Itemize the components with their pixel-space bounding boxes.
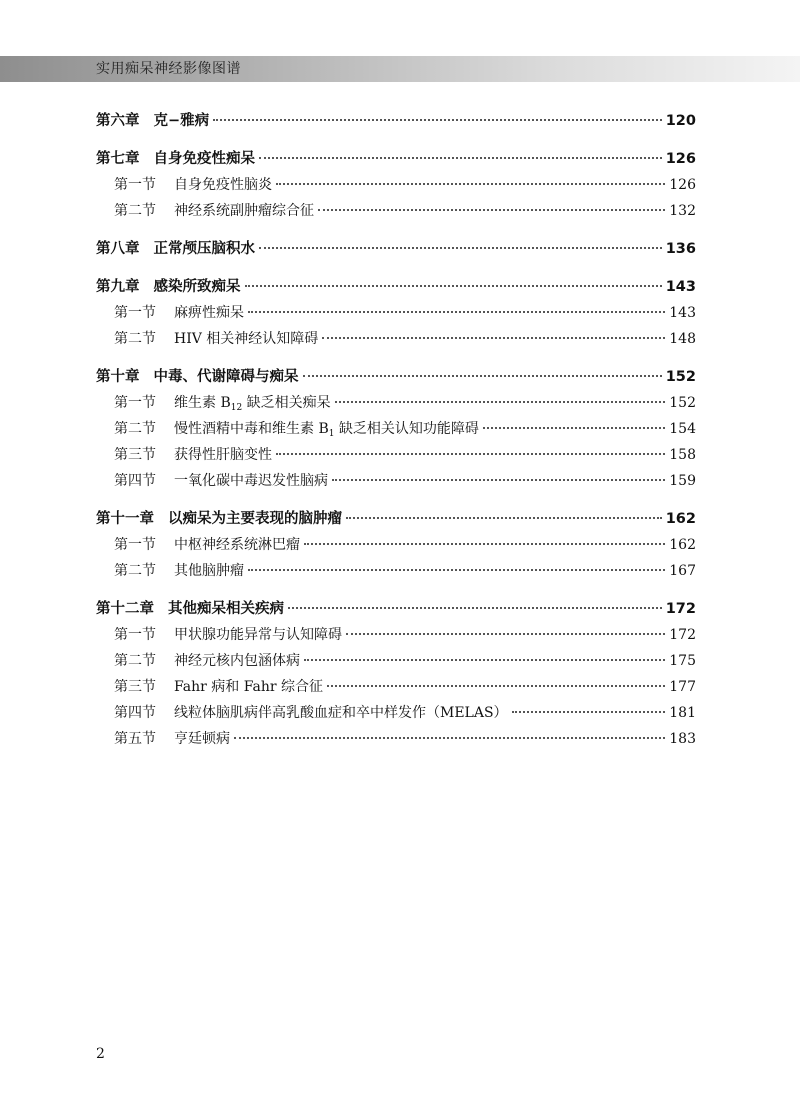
section-row[interactable] <box>96 442 696 468</box>
section-number: 第二节 <box>114 203 156 219</box>
section-title: 自身免疫性脑炎 <box>174 177 272 193</box>
dot-leader <box>318 208 665 211</box>
chapter-row[interactable] <box>96 236 696 262</box>
page-number: 154 <box>669 421 696 437</box>
section-row[interactable] <box>96 172 696 198</box>
dot-leader <box>248 568 665 571</box>
section-title: 线粒体脑肌病伴高乳酸血症和卒中样发作（MELAS） <box>174 705 508 721</box>
book-title: 实用痴呆神经影像图谱 <box>96 61 241 77</box>
chapter-row[interactable] <box>96 596 696 622</box>
section-number: 第四节 <box>114 473 156 489</box>
dot-leader <box>234 736 665 739</box>
dot-leader <box>335 400 666 403</box>
chapter-title: 以痴呆为主要表现的脑肿瘤 <box>168 511 342 527</box>
section-title: Fahr 病和 Fahr 综合征 <box>174 679 323 695</box>
page-footer-number: 2 <box>96 1046 105 1062</box>
page-number: 143 <box>669 305 696 321</box>
chapter-row[interactable] <box>96 364 696 390</box>
page-number: 152 <box>665 369 696 385</box>
dot-leader <box>303 374 662 377</box>
section-title: 亨廷顿病 <box>174 731 230 747</box>
toc-chapter <box>96 274 696 352</box>
chapter-title: 克−雅病 <box>153 113 210 129</box>
section-title-text: 缺乏相关痴呆 <box>242 395 331 411</box>
section-row[interactable] <box>96 468 696 494</box>
chapter-number: 第十一章 <box>96 511 154 527</box>
section-row[interactable] <box>96 416 696 442</box>
toc-chapter <box>96 236 696 262</box>
dot-leader <box>259 246 662 249</box>
section-number: 第一节 <box>114 537 156 553</box>
section-row[interactable] <box>96 674 696 700</box>
section-number: 第二节 <box>114 653 156 669</box>
section-number: 第二节 <box>114 421 156 437</box>
section-row[interactable] <box>96 648 696 674</box>
page-number: 162 <box>669 537 696 553</box>
chapter-row[interactable] <box>96 274 696 300</box>
section-title-text: 缺乏相关认知功能障碍 <box>334 421 479 437</box>
dot-leader <box>276 452 665 455</box>
page-number: 159 <box>669 473 696 489</box>
page-number: 148 <box>669 331 696 347</box>
section-row[interactable] <box>96 390 696 416</box>
section-number: 第二节 <box>114 563 156 579</box>
chapter-number: 第六章 <box>96 113 140 129</box>
section-number: 第四节 <box>114 705 156 721</box>
section-title-text: 慢性酒精中毒和维生素 B <box>174 421 329 437</box>
section-title-text: 维生素 B <box>174 395 231 411</box>
dot-leader <box>332 478 665 481</box>
section-number: 第一节 <box>114 305 156 321</box>
dot-leader <box>288 606 662 609</box>
page-number: 158 <box>669 447 696 463</box>
page-number: 132 <box>669 203 696 219</box>
page-number: 183 <box>669 731 696 747</box>
section-row[interactable] <box>96 532 696 558</box>
section-row[interactable] <box>96 700 696 726</box>
section-title: 中枢神经系统淋巴瘤 <box>174 537 300 553</box>
dot-leader <box>346 516 662 519</box>
toc-chapter <box>96 364 696 494</box>
dot-leader <box>213 118 662 121</box>
subscript: 12 <box>230 403 243 413</box>
page-number: 126 <box>669 177 696 193</box>
chapter-row[interactable] <box>96 146 696 172</box>
dot-leader <box>483 426 665 429</box>
dot-leader <box>259 156 662 159</box>
section-row[interactable] <box>96 300 696 326</box>
page-number: 120 <box>665 113 696 129</box>
section-row[interactable] <box>96 198 696 224</box>
section-row[interactable] <box>96 726 696 752</box>
chapter-number: 第七章 <box>96 151 140 167</box>
page-number: 172 <box>669 627 696 643</box>
section-title: 麻痹性痴呆 <box>174 305 244 321</box>
section-title <box>174 416 479 442</box>
toc-chapter <box>96 146 696 224</box>
section-title: 获得性肝脑变性 <box>174 447 272 463</box>
dot-leader <box>304 542 665 545</box>
toc-chapter <box>96 506 696 584</box>
chapter-title: 正常颅压脑积水 <box>153 241 255 257</box>
page-number: 177 <box>669 679 696 695</box>
page-number: 181 <box>669 705 696 721</box>
running-header <box>0 56 800 82</box>
section-number: 第一节 <box>114 177 156 193</box>
chapter-row[interactable] <box>96 108 696 134</box>
page-number: 126 <box>665 151 696 167</box>
dot-leader <box>322 336 665 339</box>
chapter-title: 其他痴呆相关疾病 <box>168 601 284 617</box>
section-row[interactable] <box>96 326 696 352</box>
section-title: 其他脑肿瘤 <box>174 563 244 579</box>
toc-chapter <box>96 596 696 752</box>
section-title: HIV 相关神经认知障碍 <box>174 331 319 347</box>
section-title: 甲状腺功能异常与认知障碍 <box>174 627 342 643</box>
dot-leader <box>346 632 665 635</box>
chapter-number: 第十二章 <box>96 601 154 617</box>
section-number: 第一节 <box>114 627 156 643</box>
page-number: 162 <box>665 511 696 527</box>
chapter-number: 第八章 <box>96 241 140 257</box>
section-row[interactable] <box>96 558 696 584</box>
dot-leader <box>327 684 665 687</box>
dot-leader <box>304 658 665 661</box>
subscript: 1 <box>328 429 335 439</box>
page-number: 172 <box>665 601 696 617</box>
section-number: 第一节 <box>114 395 156 411</box>
section-title: 一氧化碳中毒迟发性脑病 <box>174 473 328 489</box>
chapter-title: 感染所致痴呆 <box>153 279 241 295</box>
table-of-contents <box>96 108 696 764</box>
page-number: 136 <box>665 241 696 257</box>
toc-chapter <box>96 108 696 134</box>
section-row[interactable] <box>96 622 696 648</box>
chapter-title: 中毒、代谢障碍与痴呆 <box>153 369 299 385</box>
dot-leader <box>512 710 666 713</box>
section-number: 第三节 <box>114 447 156 463</box>
page-number: 152 <box>669 395 696 411</box>
chapter-title: 自身免疫性痴呆 <box>153 151 255 167</box>
section-number: 第三节 <box>114 679 156 695</box>
chapter-number: 第九章 <box>96 279 140 295</box>
chapter-row[interactable] <box>96 506 696 532</box>
page-number: 175 <box>669 653 696 669</box>
dot-leader <box>248 310 665 313</box>
section-title <box>174 390 331 416</box>
section-title: 神经元核内包涵体病 <box>174 653 300 669</box>
page-number: 167 <box>669 563 696 579</box>
dot-leader <box>276 182 665 185</box>
page-number: 143 <box>665 279 696 295</box>
dot-leader <box>245 284 662 287</box>
section-title: 神经系统副肿瘤综合征 <box>174 203 314 219</box>
section-number: 第五节 <box>114 731 156 747</box>
chapter-number: 第十章 <box>96 369 140 385</box>
section-number: 第二节 <box>114 331 156 347</box>
